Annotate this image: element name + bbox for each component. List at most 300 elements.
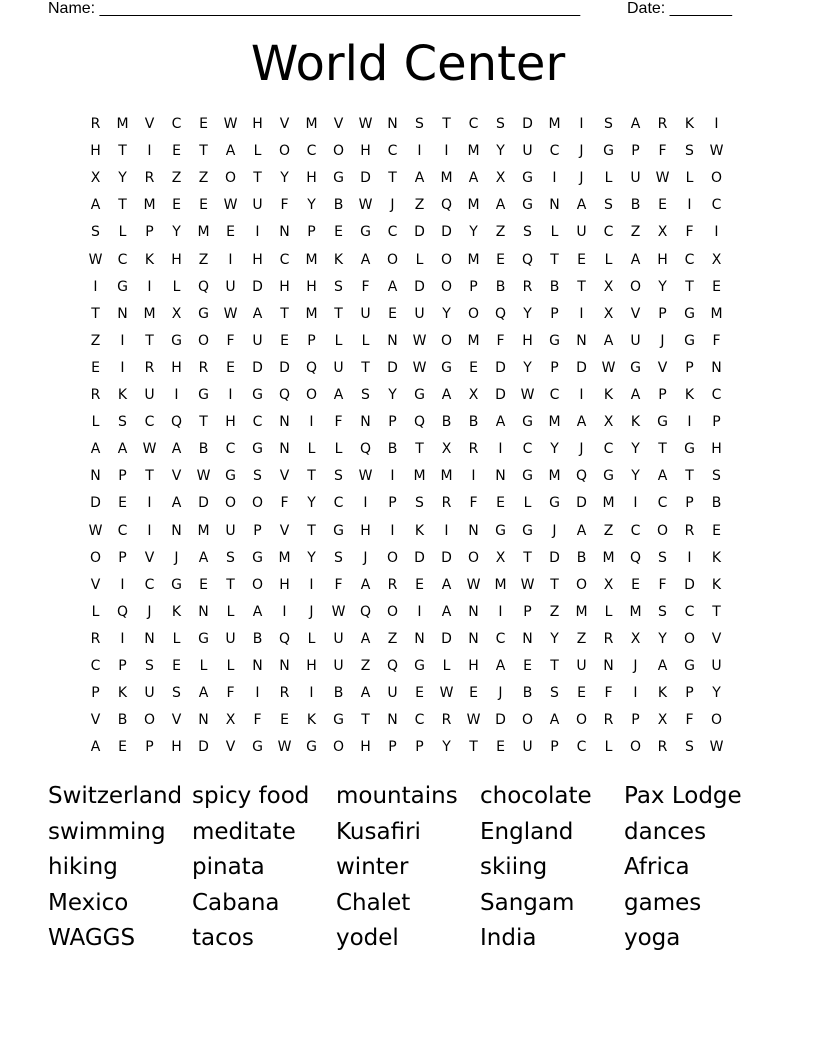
- grid-cell: G: [306, 739, 317, 756]
- grid-cell: C: [522, 441, 533, 458]
- grid-cell: N: [387, 332, 398, 349]
- grid-cell: W: [223, 305, 238, 322]
- grid-cell: H: [360, 739, 371, 756]
- grid-cell: E: [199, 197, 208, 214]
- grid-cell: M: [575, 603, 588, 620]
- grid-cell: P: [388, 739, 397, 756]
- grid-row: [82, 355, 742, 382]
- grid-cell: X: [495, 170, 506, 187]
- grid-cell: Z: [171, 170, 182, 187]
- grid-cell: D: [522, 116, 533, 132]
- grid-cell: H: [360, 522, 371, 539]
- grid-cell: A: [387, 278, 398, 295]
- grid-cell: Y: [523, 305, 532, 322]
- grid-cell: B: [576, 549, 587, 566]
- grid-cell: P: [145, 224, 154, 241]
- grid-cell: O: [143, 712, 156, 729]
- grid-cell: P: [307, 224, 316, 241]
- word-list-item: dances: [624, 818, 707, 845]
- grid-cell: Y: [388, 387, 397, 403]
- word-list-item: spicy food: [192, 783, 310, 809]
- grid-cell: T: [91, 305, 100, 322]
- grid-cell: G: [198, 630, 209, 647]
- grid-cell: Q: [116, 603, 129, 620]
- grid-cell: R: [144, 359, 155, 376]
- grid-cell: E: [496, 495, 505, 512]
- grid-cell: Z: [360, 658, 371, 674]
- grid-cell: O: [305, 387, 318, 403]
- grid-cell: X: [603, 305, 614, 322]
- grid-cell: T: [307, 468, 316, 485]
- grid-cell: H: [171, 739, 182, 756]
- grid-cell: G: [360, 224, 371, 241]
- grid-cell: U: [225, 630, 236, 647]
- grid-cell: K: [414, 522, 425, 539]
- grid-cell: S: [91, 224, 100, 241]
- grid-cell: F: [280, 495, 289, 512]
- grid-cell: K: [117, 685, 128, 702]
- grid-cell: P: [118, 549, 127, 566]
- grid-cell: B: [333, 685, 344, 702]
- grid-cell: M: [548, 468, 561, 485]
- grid-cell: H: [306, 658, 317, 674]
- grid-cell: N: [495, 468, 506, 485]
- grid-cell: Z: [198, 170, 209, 187]
- grid-cell: O: [521, 712, 534, 729]
- grid-cell: D: [495, 359, 506, 376]
- grid-cell: T: [253, 170, 262, 187]
- date-field-label: Date: _______: [627, 0, 732, 17]
- grid-cell: M: [467, 143, 480, 160]
- grid-cell: I: [228, 251, 233, 268]
- grid-cell: R: [657, 116, 668, 132]
- grid-cell: P: [469, 278, 478, 295]
- grid-cell: Y: [550, 630, 559, 647]
- grid-cell: T: [415, 441, 424, 458]
- grid-cell: M: [548, 116, 561, 132]
- grid-cell: D: [387, 359, 398, 376]
- grid-cell: E: [388, 305, 397, 322]
- grid-cell: D: [441, 224, 452, 241]
- grid-cell: V: [225, 739, 236, 756]
- grid-cell: V: [711, 630, 722, 647]
- grid-cell: A: [495, 414, 506, 431]
- grid-cell: C: [414, 712, 425, 729]
- grid-cell: Y: [307, 197, 316, 214]
- grid-cell: E: [226, 359, 235, 376]
- grid-cell: A: [360, 251, 371, 268]
- grid-cell: G: [522, 197, 533, 214]
- word-list-item: Africa: [624, 854, 690, 880]
- grid-cell: V: [171, 468, 182, 485]
- grid-cell: I: [255, 224, 260, 241]
- grid-cell: Q: [575, 468, 588, 485]
- grid-cell: I: [282, 603, 287, 620]
- grid-cell: T: [307, 522, 316, 539]
- grid-cell: N: [279, 224, 290, 241]
- grid-cell: U: [333, 630, 344, 647]
- grid-cell: I: [390, 522, 395, 539]
- grid-cell: S: [685, 143, 694, 160]
- grid-cell: C: [252, 414, 263, 431]
- grid-cell: P: [523, 603, 532, 620]
- grid-cell: L: [604, 739, 613, 756]
- grid-cell: U: [630, 170, 641, 187]
- grid-cell: M: [305, 251, 318, 268]
- grid-cell: M: [440, 170, 453, 187]
- grid-cell: A: [117, 441, 128, 458]
- grid-cell: R: [603, 712, 614, 729]
- grid-cell: F: [496, 332, 505, 349]
- grid-cell: N: [549, 197, 560, 214]
- grid-cell: A: [198, 549, 209, 566]
- grid-cell: I: [390, 468, 395, 485]
- word-list-item: yodel: [336, 925, 399, 951]
- word-list-item: winter: [336, 854, 409, 880]
- grid-cell: T: [550, 576, 559, 593]
- grid-cell: M: [629, 603, 642, 620]
- grid-cell: K: [603, 387, 614, 403]
- grid-cell: G: [603, 468, 614, 485]
- grid-cell: G: [171, 576, 182, 593]
- grid-cell: K: [684, 116, 695, 132]
- grid-cell: J: [579, 441, 584, 458]
- grid-cell: C: [576, 739, 587, 756]
- grid-cell: L: [226, 658, 235, 674]
- grid-cell: U: [144, 387, 155, 403]
- grid-cell: C: [144, 414, 155, 431]
- grid-cell: W: [655, 170, 670, 187]
- grid-cell: E: [496, 739, 505, 756]
- grid-cell: Q: [359, 603, 372, 620]
- grid-cell: T: [388, 170, 397, 187]
- word-list-item: England: [480, 818, 574, 845]
- grid-cell: V: [279, 468, 290, 485]
- grid-row: [82, 599, 742, 626]
- grid-cell: I: [417, 143, 422, 160]
- grid-cell: Q: [629, 549, 642, 566]
- word-list-item: WAGGS: [48, 925, 136, 951]
- grid-cell: P: [145, 739, 154, 756]
- grid-cell: P: [91, 685, 100, 702]
- grid-cell: N: [414, 630, 425, 647]
- grid-cell: Y: [631, 441, 640, 458]
- grid-cell: G: [414, 658, 425, 674]
- grid-cell: D: [198, 495, 209, 512]
- grid-cell: G: [684, 658, 695, 674]
- grid-cell: W: [223, 197, 238, 214]
- grid-cell: O: [656, 522, 669, 539]
- grid-cell: I: [498, 603, 503, 620]
- grid-cell: K: [144, 251, 155, 268]
- word-list-item: swimming: [48, 818, 166, 845]
- grid-cell: T: [280, 305, 289, 322]
- word-list-item: mountains: [336, 783, 458, 809]
- grid-row: [82, 219, 742, 246]
- grid-cell: E: [469, 359, 478, 376]
- grid-cell: G: [522, 170, 533, 187]
- grid-cell: C: [549, 143, 560, 160]
- grid-cell: H: [657, 251, 668, 268]
- grid-cell: L: [442, 658, 451, 674]
- grid-cell: O: [575, 576, 588, 593]
- grid-cell: J: [309, 603, 314, 620]
- grid-cell: H: [306, 278, 317, 295]
- grid-row: [82, 247, 742, 274]
- grid-cell: D: [684, 576, 695, 593]
- name-field-label: Name: ______________________________________________________: [48, 0, 581, 17]
- header-line: [48, 0, 748, 20]
- grid-cell: U: [252, 197, 263, 214]
- grid-cell: R: [90, 630, 101, 647]
- grid-cell: M: [116, 116, 129, 132]
- grid-cell: A: [414, 170, 425, 187]
- grid-row: [82, 518, 742, 545]
- grid-cell: H: [306, 170, 317, 187]
- grid-cell: P: [253, 522, 262, 539]
- grid-row: [82, 680, 742, 707]
- grid-cell: M: [602, 495, 615, 512]
- grid-cell: O: [440, 278, 453, 295]
- grid-cell: E: [523, 658, 532, 674]
- grid-cell: I: [714, 116, 719, 132]
- grid-cell: W: [601, 359, 616, 376]
- grid-cell: A: [441, 603, 452, 620]
- grid-cell: W: [466, 712, 481, 729]
- grid-cell: A: [360, 576, 371, 593]
- grid-cell: E: [91, 359, 100, 376]
- grid-cell: P: [658, 387, 667, 403]
- grid-cell: G: [495, 522, 506, 539]
- grid-cell: N: [468, 522, 479, 539]
- grid-cell: M: [278, 549, 291, 566]
- grid-cell: C: [279, 251, 290, 268]
- grid-cell: R: [603, 630, 614, 647]
- grid-cell: N: [387, 712, 398, 729]
- grid-cell: L: [685, 170, 694, 187]
- grid-cell: C: [684, 251, 695, 268]
- grid-cell: G: [522, 522, 533, 539]
- grid-cell: H: [252, 116, 263, 132]
- grid-cell: F: [226, 332, 235, 349]
- grid-cell: P: [118, 658, 127, 674]
- grid-cell: I: [120, 576, 125, 593]
- grid-cell: I: [471, 468, 476, 485]
- grid-cell: Q: [278, 630, 291, 647]
- grid-cell: N: [387, 116, 398, 132]
- grid-cell: W: [520, 576, 535, 593]
- grid-cell: T: [469, 739, 478, 756]
- grid-cell: O: [89, 549, 102, 566]
- grid-cell: A: [360, 685, 371, 702]
- grid-cell: M: [710, 305, 723, 322]
- grid-cell: M: [197, 522, 210, 539]
- grid-cell: Y: [118, 170, 127, 187]
- grid-cell: Z: [198, 251, 209, 268]
- grid-cell: R: [90, 116, 101, 132]
- grid-row: [82, 192, 742, 219]
- grid-cell: A: [603, 332, 614, 349]
- grid-cell: K: [657, 685, 668, 702]
- grid-cell: K: [117, 387, 128, 403]
- grid-cell: O: [629, 739, 642, 756]
- grid-cell: A: [90, 441, 101, 458]
- grid-cell: I: [498, 441, 503, 458]
- grid-cell: A: [252, 603, 263, 620]
- grid-cell: A: [225, 143, 236, 160]
- grid-cell: C: [549, 387, 560, 403]
- grid-cell: G: [171, 332, 182, 349]
- grid-cell: X: [225, 712, 236, 729]
- grid-cell: K: [171, 603, 182, 620]
- grid-cell: M: [602, 549, 615, 566]
- grid-cell: S: [172, 685, 181, 702]
- grid-cell: D: [252, 278, 263, 295]
- grid-cell: T: [685, 278, 694, 295]
- grid-cell: J: [660, 332, 665, 349]
- grid-cell: O: [629, 278, 642, 295]
- grid-cell: I: [309, 576, 314, 593]
- grid-cell: Z: [495, 224, 506, 241]
- grid-cell: L: [199, 658, 208, 674]
- puzzle-title: World Center: [250, 36, 566, 92]
- grid-cell: I: [714, 224, 719, 241]
- grid-cell: U: [576, 224, 587, 241]
- grid-cell: T: [361, 359, 370, 376]
- grid-cell: S: [550, 685, 559, 702]
- grid-cell: I: [363, 495, 368, 512]
- grid-cell: F: [658, 576, 667, 593]
- grid-cell: B: [387, 441, 398, 458]
- grid-cell: N: [468, 603, 479, 620]
- grid-cell: I: [228, 387, 233, 403]
- grid-cell: E: [577, 251, 586, 268]
- grid-cell: R: [684, 522, 695, 539]
- grid-cell: B: [495, 278, 506, 295]
- grid-cell: D: [441, 549, 452, 566]
- grid-cell: X: [711, 251, 722, 268]
- grid-cell: T: [199, 143, 208, 160]
- grid-cell: E: [199, 116, 208, 132]
- grid-cell: M: [467, 251, 480, 268]
- grid-cell: X: [171, 305, 182, 322]
- grid-cell: C: [711, 387, 722, 403]
- grid-cell: H: [225, 414, 236, 431]
- grid-cell: B: [252, 630, 263, 647]
- grid-cell: T: [577, 278, 586, 295]
- grid-cell: E: [172, 197, 181, 214]
- grid-cell: Q: [494, 305, 507, 322]
- grid-cell: A: [468, 170, 479, 187]
- grid-cell: L: [334, 441, 343, 458]
- grid-cell: A: [549, 712, 560, 729]
- grid-cell: P: [388, 414, 397, 431]
- grid-cell: O: [332, 739, 345, 756]
- grid-cell: H: [279, 576, 290, 593]
- grid-cell: V: [279, 116, 290, 132]
- grid-cell: M: [305, 305, 318, 322]
- grid-cell: W: [331, 603, 346, 620]
- grid-cell: F: [469, 495, 478, 512]
- grid-cell: H: [522, 332, 533, 349]
- grid-row: [82, 490, 742, 517]
- grid-cell: Y: [172, 224, 181, 241]
- grid-cell: E: [118, 739, 127, 756]
- grid-cell: B: [333, 197, 344, 214]
- grid-cell: Z: [90, 332, 101, 349]
- grid-cell: Z: [414, 197, 425, 214]
- grid-cell: Q: [197, 278, 210, 295]
- grid-cell: N: [198, 603, 209, 620]
- grid-cell: Y: [550, 441, 559, 458]
- word-list-item: Chalet: [336, 889, 411, 916]
- grid-cell: U: [387, 685, 398, 702]
- grid-cell: B: [198, 441, 209, 458]
- grid-cell: A: [441, 576, 452, 593]
- grid-cell: C: [684, 603, 695, 620]
- grid-cell: V: [333, 116, 344, 132]
- grid-cell: C: [630, 522, 641, 539]
- grid-cell: C: [171, 116, 182, 132]
- grid-cell: I: [579, 116, 584, 132]
- grid-cell: E: [226, 224, 235, 241]
- grid-cell: I: [147, 143, 152, 160]
- grid-cell: C: [603, 441, 614, 458]
- grid-cell: I: [93, 278, 98, 295]
- grid-cell: I: [687, 549, 692, 566]
- grid-cell: R: [522, 278, 533, 295]
- grid-cell: I: [687, 414, 692, 431]
- grid-cell: L: [307, 441, 316, 458]
- grid-cell: R: [387, 576, 398, 593]
- grid-cell: O: [197, 332, 210, 349]
- grid-cell: D: [576, 359, 587, 376]
- grid-cell: D: [495, 712, 506, 729]
- grid-cell: O: [386, 251, 399, 268]
- grid-cell: A: [576, 197, 587, 214]
- grid-cell: T: [361, 712, 370, 729]
- grid-cell: Y: [523, 359, 532, 376]
- grid-cell: M: [440, 468, 453, 485]
- grid-cell: W: [358, 197, 373, 214]
- grid-cell: P: [415, 739, 424, 756]
- grid-cell: A: [360, 630, 371, 647]
- grid-cell: I: [309, 685, 314, 702]
- grid-cell: A: [576, 414, 587, 431]
- grid-cell: H: [252, 251, 263, 268]
- grid-cell: O: [683, 630, 696, 647]
- grid-cell: A: [198, 685, 209, 702]
- grid-cell: N: [279, 658, 290, 674]
- grid-cell: A: [90, 197, 101, 214]
- grid-cell: X: [468, 387, 479, 403]
- grid-cell: Y: [442, 739, 451, 756]
- word-list-item: games: [624, 889, 702, 916]
- grid-cell: D: [360, 170, 371, 187]
- grid-cell: R: [198, 359, 209, 376]
- grid-row: [82, 545, 742, 572]
- grid-cell: N: [117, 305, 128, 322]
- grid-cell: E: [469, 685, 478, 702]
- grid-cell: H: [360, 143, 371, 160]
- grid-cell: D: [279, 359, 290, 376]
- grid-cell: S: [145, 658, 154, 674]
- grid-cell: G: [684, 332, 695, 349]
- grid-cell: S: [361, 387, 370, 403]
- grid-cell: A: [90, 739, 101, 756]
- grid-cell: K: [711, 549, 722, 566]
- grid-cell: F: [685, 712, 694, 729]
